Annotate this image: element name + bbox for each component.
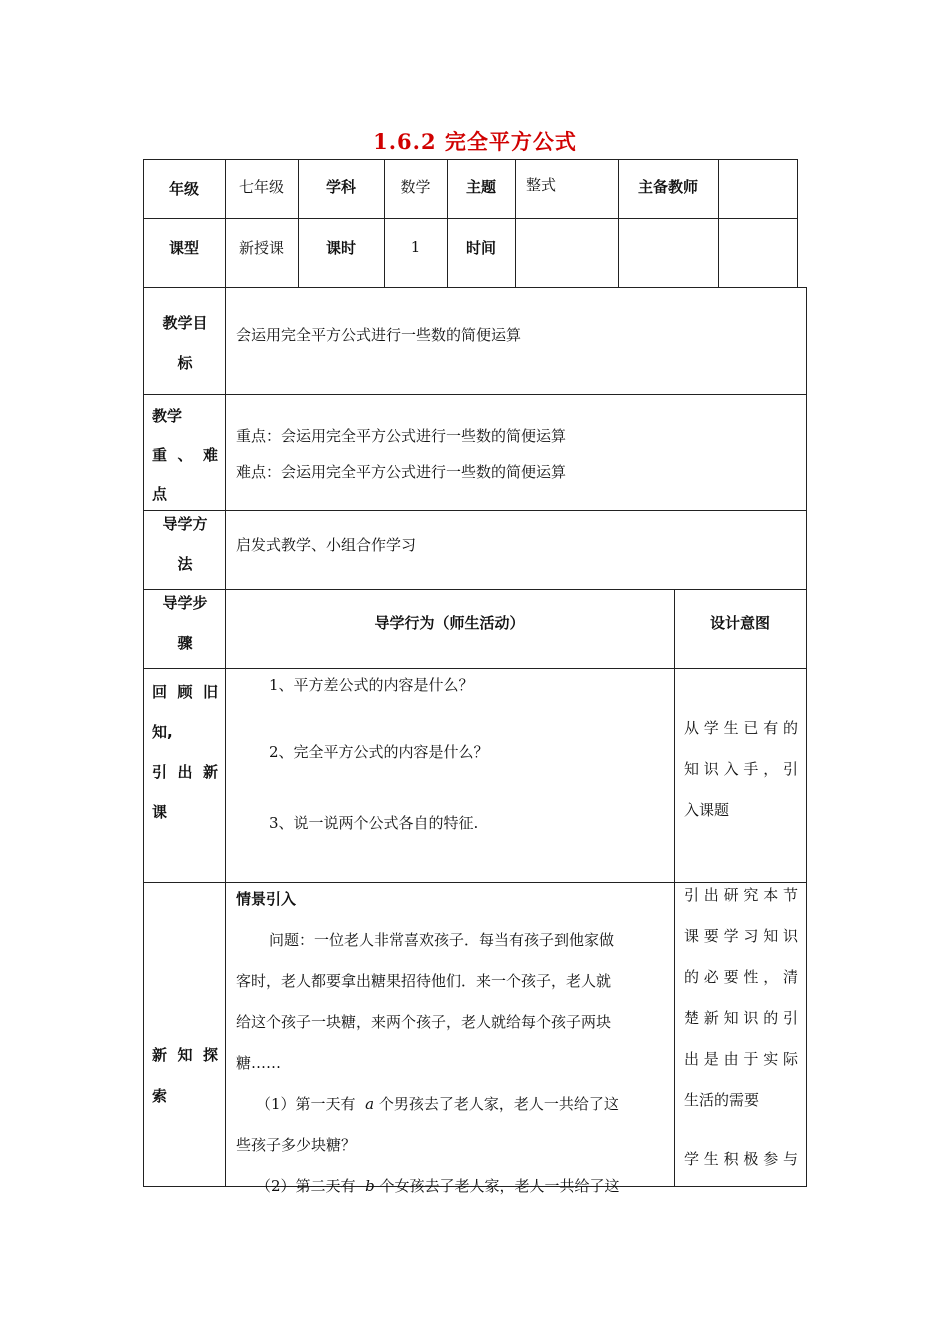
key-points-label-line: 点 [152, 485, 168, 503]
review-label-line: 引 出 新 [152, 763, 218, 781]
subject-value: 数学 [400, 178, 431, 196]
grade-value: 七年级 [238, 178, 284, 196]
review-label-line: 回 顾 旧 [152, 683, 218, 701]
method-label [150, 504, 220, 584]
explore-line: 给这个孩子一块糖，来两个孩子，老人就给每个孩子两块 [236, 1013, 612, 1031]
explore-heading: 情景引入 [236, 890, 297, 908]
method-label-line: 导学方 [162, 515, 208, 533]
explore-text: 个男孩去了老人家，老人一共给了这 [378, 1095, 619, 1113]
explore-line [236, 1166, 656, 1207]
explore-label [152, 1035, 218, 1117]
objective-label-line: 教学目 [162, 314, 208, 332]
explore-label-line: 索 [152, 1087, 168, 1105]
review-question-3: 3、说一说两个公式各自的特征. [269, 814, 479, 832]
explore-content [236, 879, 656, 1207]
steps-label-line: 骤 [177, 634, 193, 652]
topic-value: 整式 [526, 176, 557, 194]
type-label: 课型 [168, 238, 199, 257]
steps-label [150, 583, 220, 663]
key-points-label-line: 教学 [152, 407, 183, 425]
method-text: 启发式教学、小组合作学习 [236, 536, 417, 554]
explore-text: （2）第二天有 [256, 1177, 356, 1195]
explore-intent-line: 课要学习知识 [684, 927, 798, 945]
key-points-label-line: 重 、 难 [152, 446, 218, 464]
period-value: 1 [410, 238, 421, 256]
explore-intent-line: 引出研究本节 [684, 886, 798, 904]
review-intent-line: 从学生已有的 [684, 719, 798, 737]
method-label-line: 法 [177, 555, 193, 573]
review-intent [684, 708, 798, 831]
explore-intent-line: 出是由于实际 [684, 1050, 798, 1068]
topic-label: 主题 [465, 178, 496, 196]
review-intent-line: 入课题 [684, 801, 730, 819]
activity-header: 导学行为（师生活动） [374, 613, 525, 632]
steps-label-line: 导学步 [162, 594, 208, 612]
subject-label: 学科 [325, 178, 356, 196]
explore-intent-line: 学生积极参与 [684, 1150, 798, 1168]
teacher-label: 主备教师 [637, 178, 698, 196]
variable-a: a [365, 1095, 375, 1113]
type-value: 新授课 [238, 238, 284, 257]
explore-line: 糖…… [236, 1054, 282, 1072]
explore-line: 些孩子多少块糖？ [236, 1136, 357, 1154]
review-intent-line: 知识入手，引 [684, 760, 798, 778]
objective-label [150, 303, 220, 383]
explore-intent-line: 生活的需要 [684, 1091, 760, 1109]
objective-text: 会运用完全平方公式进行一些数的简便运算 [236, 326, 522, 344]
difficult-point: 难点：会运用完全平方公式进行一些数的简便运算 [236, 463, 567, 481]
explore-text: （1）第一天有 [256, 1095, 356, 1113]
variable-b: b [365, 1177, 375, 1195]
key-points-text [236, 418, 666, 490]
review-label-line: 课 [152, 803, 168, 821]
explore-label-line: 新 知 探 [152, 1046, 218, 1064]
period-label: 课时 [325, 238, 356, 257]
explore-intent-line: 楚新知识的引 [684, 1009, 798, 1027]
explore-line [236, 1084, 656, 1125]
key-points-label [152, 397, 218, 514]
time-label: 时间 [465, 238, 496, 257]
objective-label-line: 标 [177, 354, 193, 372]
key-point: 重点：会运用完全平方公式进行一些数的简便运算 [236, 427, 567, 445]
intent-header: 设计意图 [709, 613, 770, 632]
explore-intent [684, 875, 798, 1180]
grade-label: 年级 [168, 180, 199, 198]
explore-text: 个女孩去了老人家，老人一共给了这 [379, 1177, 620, 1195]
review-question-2: 2、完全平方公式的内容是什么？ [269, 743, 489, 761]
explore-intent-line: 的必要性，清 [684, 968, 798, 986]
review-label-line: 知, [152, 723, 173, 741]
review-question-1: 1、平方差公式的内容是什么？ [269, 676, 474, 694]
explore-line: 问题：一位老人非常喜欢孩子．每当有孩子到他家做 [269, 931, 615, 949]
review-label [152, 672, 218, 832]
explore-line: 客时，老人都要拿出糖果招待他们．来一个孩子，老人就 [236, 972, 612, 990]
page-title: 1.6.2 完全平方公式 [373, 129, 577, 154]
